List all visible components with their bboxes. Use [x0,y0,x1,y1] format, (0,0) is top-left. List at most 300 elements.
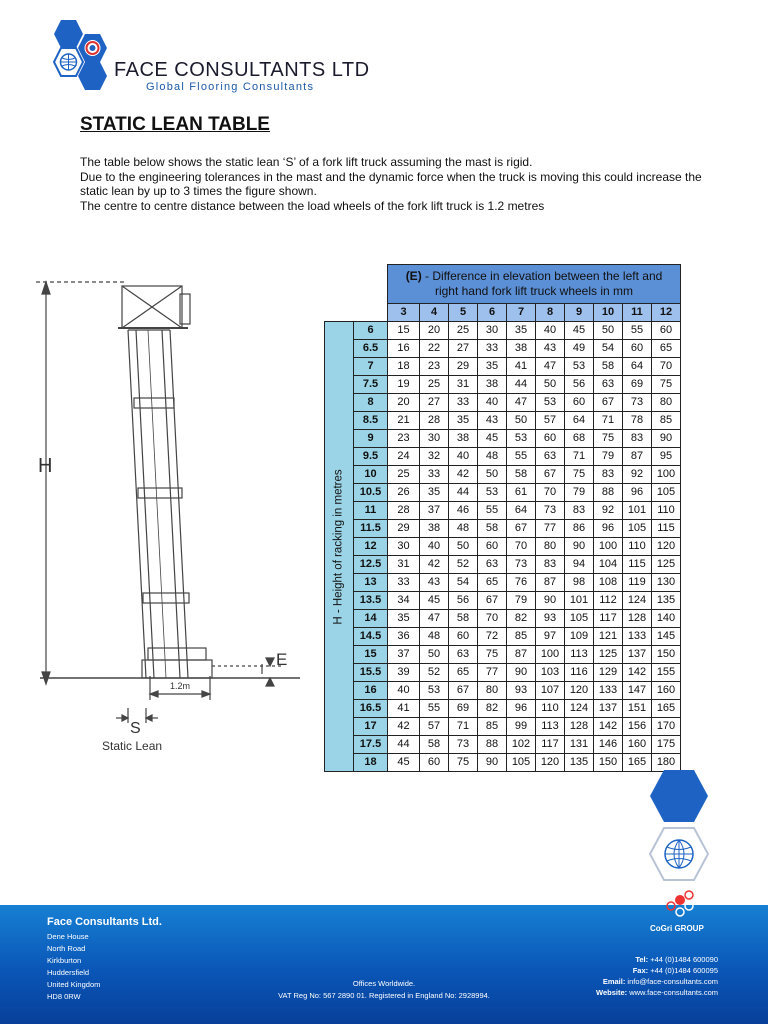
table-cell: 44 [507,376,536,394]
table-cell: 37 [388,646,420,664]
footer-offices: Offices Worldwide. [352,979,416,988]
table-cell: 100 [536,646,565,664]
table-cell: 22 [420,340,449,358]
footer-website-value[interactable]: www.face-consultants.com [627,988,718,997]
table-column-header: 3 [388,304,420,322]
table-cell: 33 [449,394,478,412]
table-cell: 121 [594,628,623,646]
table-cell: 63 [449,646,478,664]
table-cell: 109 [565,628,594,646]
table-cell: 50 [420,646,449,664]
table-cell: 45 [478,430,507,448]
table-row [325,610,681,628]
table-cell: 120 [652,538,681,556]
row-axis-label-cell [325,322,354,772]
table-cell: 47 [507,394,536,412]
table-cell: 32 [420,448,449,466]
table-cell: 90 [478,754,507,772]
table-cell: 83 [536,556,565,574]
table-cell: 60 [420,754,449,772]
footer-email [596,977,718,986]
table-cell: 41 [388,700,420,718]
row-height-value: 12.5 [354,556,388,574]
table-cell: 24 [388,448,420,466]
row-height-value: 8 [354,394,388,412]
table-cell: 75 [449,754,478,772]
table-cell: 90 [507,664,536,682]
footer-company-name: Face Consultants Ltd. [47,916,162,928]
table-cell: 58 [478,520,507,538]
row-height-value: 16.5 [354,700,388,718]
company-tagline: Global Flooring Consultants [146,81,315,93]
table-cell: 20 [420,322,449,340]
table-cell: 155 [652,664,681,682]
table-cell: 42 [420,556,449,574]
table-cell: 75 [652,376,681,394]
table-cell: 116 [565,664,594,682]
footer-address-line: United Kingdom [47,980,101,989]
table-cell: 137 [623,646,652,664]
footer-tel-label: Tel: [635,955,649,964]
row-height-value: 7.5 [354,376,388,394]
forklift-diagram [30,268,320,758]
table-cell: 40 [388,682,420,700]
row-axis-label: H - Height of racking in metres [332,468,345,625]
table-cell: 70 [478,610,507,628]
footer-website [596,988,718,997]
table-cell: 96 [594,520,623,538]
table-cell: 100 [594,538,623,556]
table-cell: 65 [449,664,478,682]
table-cell: 55 [478,502,507,520]
table-cell: 25 [388,466,420,484]
table-row [325,628,681,646]
table-cell: 101 [623,502,652,520]
table-cell: 63 [478,556,507,574]
table-cell: 83 [565,502,594,520]
table-cell: 67 [594,394,623,412]
table-cell: 88 [478,736,507,754]
table-cell: 124 [623,592,652,610]
footer-tel [596,955,718,964]
table-cell: 20 [388,394,420,412]
table-cell: 53 [478,484,507,502]
table-row [325,538,681,556]
company-logo-icon [40,18,115,108]
table-cell: 35 [420,484,449,502]
table-cell: 92 [623,466,652,484]
table-cell: 40 [478,394,507,412]
table-cell: 73 [536,502,565,520]
table-cell: 38 [449,430,478,448]
table-cell: 70 [652,358,681,376]
table-cell: 16 [388,340,420,358]
table-cell: 105 [623,520,652,538]
table-cell: 110 [652,502,681,520]
table-cell: 150 [652,646,681,664]
table-row [325,664,681,682]
diagram-caption: Static Lean [102,739,163,753]
table-cell: 150 [594,754,623,772]
table-cell: 72 [478,628,507,646]
diagram-label-h: H [38,455,53,477]
table-cell: 18 [388,358,420,376]
table-cell: 65 [478,574,507,592]
table-cell: 73 [507,556,536,574]
table-cell: 107 [536,682,565,700]
footer-vat: VAT Reg No: 567 2890 01. Registered in England No: 2928994. [278,991,490,1000]
table-cell: 87 [623,448,652,466]
table-cell: 102 [507,736,536,754]
table-cell: 80 [652,394,681,412]
table-cell: 58 [420,736,449,754]
table-cell: 110 [536,700,565,718]
table-cell: 71 [565,448,594,466]
table-cell: 117 [536,736,565,754]
table-cell: 77 [478,664,507,682]
table-cell: 26 [388,484,420,502]
table-cell: 70 [507,538,536,556]
static-lean-table [324,264,681,772]
table-cell: 49 [565,340,594,358]
table-cell: 86 [565,520,594,538]
table-cell: 55 [420,700,449,718]
table-cell: 28 [388,502,420,520]
table-cell: 99 [507,718,536,736]
table-cell: 87 [536,574,565,592]
table-column-header: 7 [507,304,536,322]
table-cell: 77 [536,520,565,538]
company-name: FACE CONSULTANTS LTD [114,59,370,81]
table-cell: 142 [623,664,652,682]
table-cell: 75 [594,430,623,448]
row-height-value: 16 [354,682,388,700]
table-cell: 94 [565,556,594,574]
table-cell: 68 [565,430,594,448]
table-column-header: 12 [652,304,681,322]
row-height-value: 14 [354,610,388,628]
table-cell: 82 [478,700,507,718]
table-cell: 129 [594,664,623,682]
table-cell: 83 [594,466,623,484]
table-cell: 45 [420,592,449,610]
table-row [325,736,681,754]
row-height-value: 11 [354,502,388,520]
table-cell: 29 [388,520,420,538]
diagram-label-s: S [130,720,141,737]
footer-contact [596,955,718,997]
table-e-header-text: - Difference in elevation between the left and right hand fork lift truck wheels in mm [421,269,663,298]
row-height-value: 14.5 [354,628,388,646]
table-cell: 83 [623,430,652,448]
table-row [325,484,681,502]
table-cell: 38 [478,376,507,394]
table-cell: 97 [536,628,565,646]
table-cell: 65 [652,340,681,358]
table-e-header [388,265,681,304]
footer-tel-value: +44 (0)1484 600090 [648,955,718,964]
table-cell: 28 [420,412,449,430]
row-height-value: 7 [354,358,388,376]
table-row [325,448,681,466]
table-cell: 137 [594,700,623,718]
table-cell: 80 [478,682,507,700]
table-cell: 80 [536,538,565,556]
table-cell: 53 [507,430,536,448]
table-row [325,520,681,538]
footer-address-line: Kirkburton [47,956,82,965]
table-cell: 29 [449,358,478,376]
table-cell: 38 [507,340,536,358]
footer-address-line: Huddersfield [47,968,90,977]
table-cell: 69 [449,700,478,718]
row-height-value: 9 [354,430,388,448]
table-cell: 38 [420,520,449,538]
table-row [325,322,681,340]
table-cell: 133 [623,628,652,646]
table-cell: 39 [388,664,420,682]
table-cell: 88 [594,484,623,502]
table-cell: 170 [652,718,681,736]
table-cell: 113 [536,718,565,736]
table-cell: 67 [536,466,565,484]
table-cell: 120 [565,682,594,700]
table-cell: 23 [388,430,420,448]
row-height-value: 17.5 [354,736,388,754]
table-cell: 130 [652,574,681,592]
table-cell: 37 [420,502,449,520]
table-cell: 100 [652,466,681,484]
footer-fax-value: +44 (0)1484 600095 [648,966,718,975]
table-cell: 34 [388,592,420,610]
table-cell: 53 [536,394,565,412]
table-cell: 42 [449,466,478,484]
table-cell: 90 [565,538,594,556]
table-cell: 135 [565,754,594,772]
table-cell: 115 [623,556,652,574]
table-cell: 124 [565,700,594,718]
table-cell: 43 [536,340,565,358]
table-cell: 25 [420,376,449,394]
footer-email-label: Email: [602,977,626,986]
table-cell: 67 [507,520,536,538]
page-title: STATIC LEAN TABLE [80,114,270,135]
table-cell: 125 [652,556,681,574]
table-cell: 76 [507,574,536,592]
table-cell: 104 [594,556,623,574]
table-cell: 52 [420,664,449,682]
intro-line-2: Due to the engineering tolerances in the mast and the dynamic force when the truck is moving this could increase the static lean by up to 3 times the figure shown. [80,169,702,198]
table-row [325,754,681,772]
table-cell: 30 [478,322,507,340]
table-cell: 60 [478,538,507,556]
table-cell: 50 [507,412,536,430]
footer-address-line: HD8 0RW [47,992,81,1001]
table-cell: 92 [594,502,623,520]
table-cell: 103 [536,664,565,682]
table-cell: 64 [623,358,652,376]
table-cell: 33 [388,574,420,592]
table-row [325,502,681,520]
table-column-header-row [325,304,681,322]
table-cell: 151 [623,700,652,718]
table-cell: 101 [565,592,594,610]
table-cell: 48 [420,628,449,646]
table-cell: 69 [623,376,652,394]
table-cell: 165 [623,754,652,772]
table-cell: 67 [478,592,507,610]
table-cell: 67 [449,682,478,700]
intro-text [80,155,720,213]
table-cell: 56 [449,592,478,610]
table-cell: 63 [536,448,565,466]
table-cell: 180 [652,754,681,772]
intro-line-3: The centre to centre distance between the load wheels of the fork lift truck is 1.2 metres [80,198,545,213]
table-cell: 82 [507,610,536,628]
table-cell: 45 [388,754,420,772]
table-cell: 50 [594,322,623,340]
table-cell: 35 [388,610,420,628]
table-cell: 57 [536,412,565,430]
table-cell: 93 [536,610,565,628]
table-cell: 54 [594,340,623,358]
table-cell: 56 [565,376,594,394]
intro-line-1: The table below shows the static lean ‘S’ of a fork lift truck assuming the mast is rigid. [80,155,533,169]
row-height-value: 10 [354,466,388,484]
table-column-header: 10 [594,304,623,322]
table-cell: 40 [420,538,449,556]
table-column-header: 6 [478,304,507,322]
table-cell: 48 [449,520,478,538]
table-row [325,574,681,592]
table-cell: 85 [652,412,681,430]
table-cell: 44 [388,736,420,754]
table-row [325,556,681,574]
table-corner [325,265,388,304]
table-cell: 156 [623,718,652,736]
table-column-header: 8 [536,304,565,322]
table-cell: 47 [536,358,565,376]
table-row [325,718,681,736]
table-cell: 140 [652,610,681,628]
table-cell: 117 [594,610,623,628]
table-row [325,376,681,394]
table-row [325,592,681,610]
footer-website-label: Website: [596,988,628,997]
table-cell: 23 [420,358,449,376]
table-cell: 60 [536,430,565,448]
table-cell: 90 [652,430,681,448]
table-cell: 53 [420,682,449,700]
table-cell: 79 [565,484,594,502]
row-height-value: 8.5 [354,412,388,430]
cogri-group-label: CoGri GROUP [650,924,704,933]
table-cell: 33 [420,466,449,484]
table-cell: 79 [507,592,536,610]
table-cell: 35 [478,358,507,376]
table-row [325,700,681,718]
table-cell: 31 [449,376,478,394]
footer-fax [596,966,718,975]
table-cell: 60 [565,394,594,412]
table-cell: 53 [565,358,594,376]
table-cell: 43 [478,412,507,430]
table-corner-2 [325,304,388,322]
table-cell: 46 [449,502,478,520]
table-cell: 27 [449,340,478,358]
table-cell: 73 [623,394,652,412]
table-column-header: 9 [565,304,594,322]
row-height-value: 11.5 [354,520,388,538]
table-cell: 133 [594,682,623,700]
table-cell: 108 [594,574,623,592]
table-cell: 35 [449,412,478,430]
table-cell: 31 [388,556,420,574]
table-cell: 131 [565,736,594,754]
diagram-label-e: E [276,650,288,669]
table-column-header: 11 [623,304,652,322]
table-cell: 105 [507,754,536,772]
table-cell: 47 [420,610,449,628]
table-cell: 55 [507,448,536,466]
table-cell: 85 [507,628,536,646]
diagram-label-wheelbase: 1.2m [170,681,191,691]
table-cell: 128 [565,718,594,736]
table-cell: 61 [507,484,536,502]
table-cell: 50 [536,376,565,394]
table-row [325,358,681,376]
footer-email-value[interactable]: info@face-consultants.com [625,977,718,986]
table-row [325,646,681,664]
row-height-value: 15 [354,646,388,664]
row-height-value: 18 [354,754,388,772]
cogri-logo-icon [660,880,700,920]
table-cell: 96 [623,484,652,502]
table-cell: 135 [652,592,681,610]
table-cell: 73 [449,736,478,754]
table-cell: 52 [449,556,478,574]
row-height-value: 12 [354,538,388,556]
table-cell: 85 [478,718,507,736]
table-row [325,412,681,430]
table-cell: 60 [623,340,652,358]
row-height-value: 6 [354,322,388,340]
table-cell: 125 [594,646,623,664]
footer-fax-label: Fax: [632,966,649,975]
table-cell: 87 [507,646,536,664]
table-cell: 93 [507,682,536,700]
row-height-value: 13.5 [354,592,388,610]
table-cell: 146 [594,736,623,754]
table-cell: 105 [652,484,681,502]
table-cell: 54 [449,574,478,592]
table-cell: 165 [652,700,681,718]
table-cell: 78 [623,412,652,430]
table-cell: 110 [623,538,652,556]
table-cell: 36 [388,628,420,646]
table-cell: 58 [449,610,478,628]
table-row [325,682,681,700]
table-cell: 95 [652,448,681,466]
table-row [325,394,681,412]
table-cell: 25 [449,322,478,340]
table-cell: 27 [420,394,449,412]
table-cell: 50 [478,466,507,484]
table-cell: 41 [507,358,536,376]
table-cell: 48 [478,448,507,466]
table-cell: 33 [478,340,507,358]
table-header-row [325,265,681,304]
